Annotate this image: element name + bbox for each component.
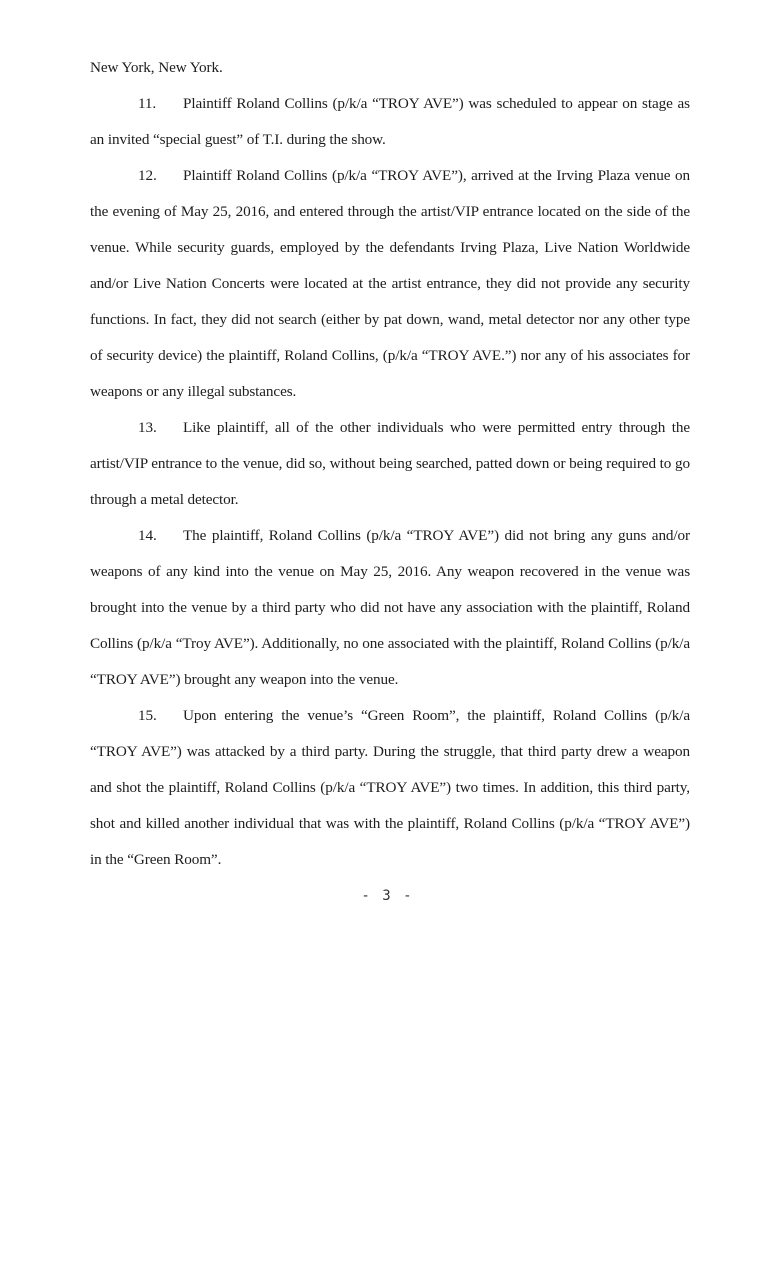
paragraph-11 <box>90 86 690 158</box>
paragraph-number: 13. <box>138 419 157 436</box>
paragraph-number: 15. <box>138 707 157 724</box>
paragraph-text: Like plaintiff, all of the other individuals who were permitted entry through the artist/VIP entrance to the venue, did so, without being searched, patted down or being required to go through a metal detector. <box>90 419 690 508</box>
paragraph-14 <box>90 518 690 698</box>
paragraph-13 <box>90 410 690 518</box>
paragraph-text: The plaintiff, Roland Collins (p/k/a “TROY AVE”) did not bring any guns and/or weapons of any kind into the venue on May 25, 2016. Any weapon recovered in the venue was brought into the venue by a third party who did not have any association with the plaintiff, Roland Collins (p/k/a “Troy AVE”). Additionally, no one associated with the plaintiff, Roland Collins (p/k/a “TROY AVE”) brought any weapon into the venue. <box>90 527 690 688</box>
paragraph-number: 12. <box>138 167 157 184</box>
continuation-line: New York, New York. <box>90 59 223 76</box>
paragraph-15 <box>90 698 690 878</box>
paragraph-text: Plaintiff Roland Collins (p/k/a “TROY AVE”) was scheduled to appear on stage as an invited “special guest” of T.I. during the show. <box>90 95 690 148</box>
page-number: - 3 - <box>361 888 414 904</box>
paragraph-12 <box>90 158 690 410</box>
paragraph-number: 14. <box>138 527 157 544</box>
paragraph-number: 11. <box>138 95 157 112</box>
document-body <box>90 50 690 878</box>
paragraph-text: Upon entering the venue’s “Green Room”, the plaintiff, Roland Collins (p/k/a “TROY AVE”) was attacked by a third party. During the struggle, that third party drew a weapon and shot the plaintiff, Roland Collins (p/k/a “TROY AVE”) two times. In addition, this third party, shot and killed another individual that was with the plaintiff, Roland Collins (p/k/a “TROY AVE”) in the “Green Room”. <box>90 707 690 868</box>
paragraph-text: Plaintiff Roland Collins (p/k/a “TROY AVE”), arrived at the Irving Plaza venue on the evening of May 25, 2016, and entered through the artist/VIP entrance located on the side of the venue. While security guards, employed by the defendants Irving Plaza, Live Nation Worldwide and/or Live Nation Concerts were located at the artist entrance, they did not provide any security functions. In fact, they did not search (either by pat down, wand, metal detector nor any other type of security device) the plaintiff, Roland Collins, (p/k/a “TROY AVE.”) nor any of his associates for weapons or any illegal substances. <box>90 167 690 400</box>
